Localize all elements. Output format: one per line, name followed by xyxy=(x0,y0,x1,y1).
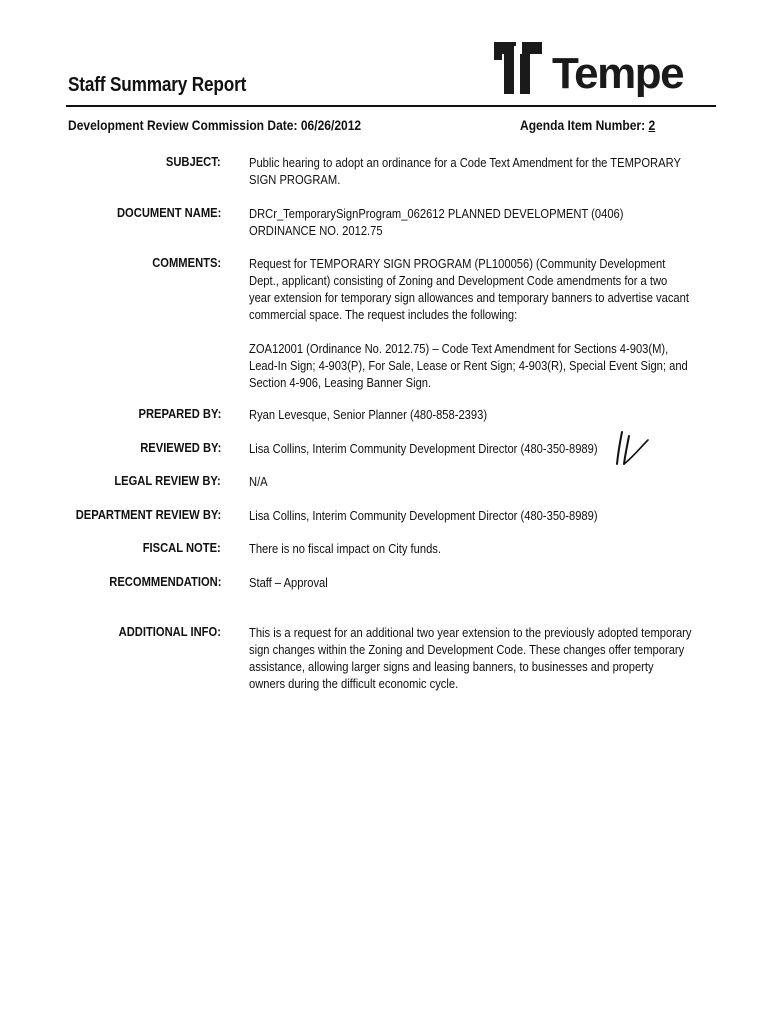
department-review-value: Lisa Collins, Interim Community Development Director (480-350-8989) xyxy=(249,508,598,523)
subject-value xyxy=(249,154,696,188)
agenda-item-number: 2 xyxy=(648,117,656,133)
comments-label: COMMENTS: xyxy=(152,255,221,270)
comments-text-line: commercial space. The request includes the following: xyxy=(249,307,518,322)
recommendation-value: Staff – Approval xyxy=(249,575,328,590)
reviewed-by-value: Lisa Collins, Interim Community Development Director (480-350-8989) xyxy=(249,441,598,456)
document-name-label: DOCUMENT NAME: xyxy=(116,205,221,220)
additional-info-value xyxy=(249,624,696,692)
paragraph-gap xyxy=(249,323,696,340)
additional-info-label: ADDITIONAL INFO: xyxy=(118,624,221,639)
comments-text-line: Section 4-906, Leasing Banner Sign. xyxy=(249,375,432,390)
subject-text-line: SIGN PROGRAM. xyxy=(249,172,341,187)
agenda-item-line xyxy=(520,117,655,133)
subject-label: SUBJECT: xyxy=(166,154,221,169)
additional-info-text-line: owners during the difficult economic cycle. xyxy=(249,676,459,691)
legal-review-value: N/A xyxy=(249,474,268,489)
document-name-value xyxy=(249,205,696,239)
department-review-label: DEPARTMENT REVIEW BY: xyxy=(75,507,221,522)
recommendation-label: RECOMMENDATION: xyxy=(108,574,221,589)
meeting-date-label: Development Review Commission Date: xyxy=(68,117,298,133)
additional-info-text-line: This is a request for an additional two year extension to the previously adopted temporary xyxy=(249,625,692,640)
comments-value xyxy=(249,255,696,391)
tempe-logo-mark-icon xyxy=(492,40,544,96)
fiscal-note-value: There is no fiscal impact on City funds. xyxy=(249,541,442,556)
comments-text-line: Request for TEMPORARY SIGN PROGRAM (PL100056) (Community Development xyxy=(249,256,666,271)
comments-text-line: year extension for temporary sign allowances and temporary banners to advertise vacant xyxy=(249,290,689,305)
header-divider xyxy=(66,105,716,107)
legal-review-label: LEGAL REVIEW BY: xyxy=(114,473,221,488)
comments-text-line: Lead-In Sign; 4-903(P), For Sale, Lease or Rent Sign; 4-903(R), Special Event Sign; and xyxy=(249,358,688,373)
signature-mark xyxy=(612,428,652,468)
agenda-item-label: Agenda Item Number: xyxy=(520,117,646,133)
meeting-date-line xyxy=(68,117,361,133)
subject-text-line: Public hearing to adopt an ordinance for a Code Text Amendment for the TEMPORARY xyxy=(249,155,681,170)
tempe-logo xyxy=(492,40,692,100)
reviewed-by-label: REVIEWED BY: xyxy=(139,440,221,455)
document-name-text-line: ORDINANCE NO. 2012.75 xyxy=(249,223,383,238)
additional-info-text-line: assistance, allowing larger signs and leasing banners, to businesses and property xyxy=(249,659,654,674)
meeting-date-value: 06/26/2012 xyxy=(300,117,362,133)
document-name-text-line: DRCr_TemporarySignProgram_062612 PLANNED DEVELOPMENT (0406) xyxy=(249,206,624,221)
report-title: Staff Summary Report xyxy=(68,74,247,96)
comments-text-line: ZOA12001 (Ordinance No. 2012.75) – Code Text Amendment for Sections 4-903(M), xyxy=(249,341,669,356)
comments-text-line: Dept., applicant) consisting of Zoning and Development Code amendments for a two xyxy=(249,273,668,288)
prepared-by-value: Ryan Levesque, Senior Planner (480-858-2393) xyxy=(249,407,488,422)
additional-info-text-line: sign changes within the Zoning and Development Code. These changes offer temporary xyxy=(249,642,685,657)
logo-text: Tempe xyxy=(552,49,684,98)
fiscal-note-label: FISCAL NOTE: xyxy=(142,540,221,555)
prepared-by-label: PREPARED BY: xyxy=(138,406,221,421)
